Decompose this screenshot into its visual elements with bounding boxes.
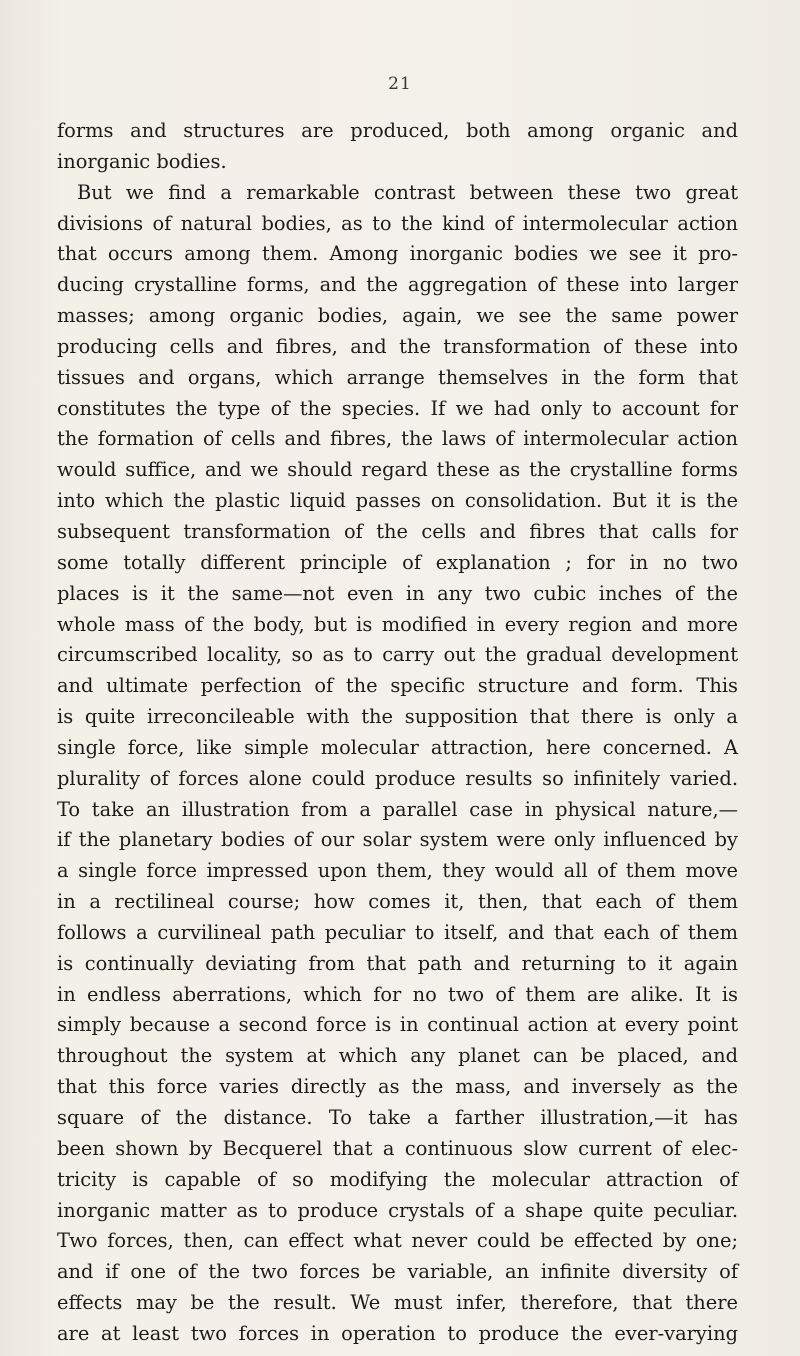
text-line: inorganic bodies. — [57, 149, 227, 173]
text-line: follows a curvilineal path peculiar to itself, and that each of them — [57, 920, 738, 944]
page-number: 21 — [388, 74, 412, 94]
text-line: that this force varies directly as the mass, and inversely as the — [57, 1075, 738, 1099]
body-text — [57, 116, 738, 1350]
text-line: masses; among organic bodies, again, we see the same power — [57, 304, 738, 328]
text-line: circumscribed locality, so as to carry out the gradual development — [57, 643, 738, 667]
text-line: if the planetary bodies of our solar system were only influenced by — [57, 828, 738, 852]
paragraph-start-line: But we find a remarkable contrast between these two great — [77, 180, 738, 204]
text-line: that occurs among them. Among inorganic bodies we see it pro- — [57, 242, 738, 266]
text-line: inorganic matter as to produce crystals of a shape quite peculiar. — [57, 1198, 738, 1222]
text-line: and if one of the two forces be variable, an infinite diversity of — [57, 1260, 738, 1284]
text-line: whole mass of the body, but is modified in every region and more — [57, 612, 738, 636]
text-line: producing cells and fibres, and the transformation of these into — [57, 334, 738, 358]
text-line: effects may be the result. We must infer, therefore, that there — [57, 1291, 738, 1315]
text-line: throughout the system at which any planet can be placed, and — [57, 1044, 738, 1068]
text-line: and ultimate perfection of the specific structure and form. This — [57, 674, 738, 698]
text-line: tricity is capable of so modifying the molecular attraction of — [57, 1167, 738, 1191]
text-line: are at least two forces in operation to produce the ever-varying — [57, 1321, 738, 1345]
text-line: is continually deviating from that path and returning to it again — [57, 951, 738, 975]
text-line: plurality of forces alone could produce results so infinitely varied. — [57, 766, 738, 790]
text-line: places is it the same—not even in any two cubic inches of the — [57, 581, 738, 605]
text-line: subsequent transformation of the cells and fibres that calls for — [57, 519, 738, 543]
text-line: divisions of natural bodies, as to the kind of intermolecular action — [57, 211, 738, 235]
text-line: is quite irreconcileable with the supposition that there is only a — [57, 705, 738, 729]
text-line: in endless aberrations, which for no two of them are alike. It is — [57, 982, 738, 1006]
text-line: square of the distance. To take a farther illustration,—it has — [57, 1106, 738, 1129]
text-line: the formation of cells and fibres, the laws of intermolecular action — [57, 427, 738, 451]
text-line: a single force impressed upon them, they would all of them move — [57, 859, 738, 883]
text-line: in a rectilineal course; how comes it, then, that each of them — [57, 890, 738, 914]
text-line: tissues and organs, which arrange themselves in the form that — [57, 365, 738, 389]
text-line: Two forces, then, can effect what never could be effected by one; — [57, 1229, 738, 1253]
text-line: been shown by Becquerel that a continuous slow current of elec- — [57, 1136, 738, 1160]
text-line: forms and structures are produced, both among organic and — [57, 119, 738, 142]
text-line: constitutes the type of the species. If we had only to account for — [57, 396, 738, 420]
text-line: ducing crystalline forms, and the aggregation of these into larger — [57, 273, 738, 297]
text-line: simply because a second force is in continual action at every point — [57, 1013, 738, 1037]
text-line: would suffice, and we should regard these as the crystalline forms — [57, 458, 738, 482]
text-line: some totally different principle of explanation ; for in no two — [57, 550, 738, 574]
text-line: To take an illustration from a parallel case in physical nature,— — [57, 797, 738, 821]
text-line: single force, like simple molecular attraction, here concerned. A — [57, 735, 738, 759]
text-line: into which the plastic liquid passes on consolidation. But it is the — [57, 489, 738, 513]
